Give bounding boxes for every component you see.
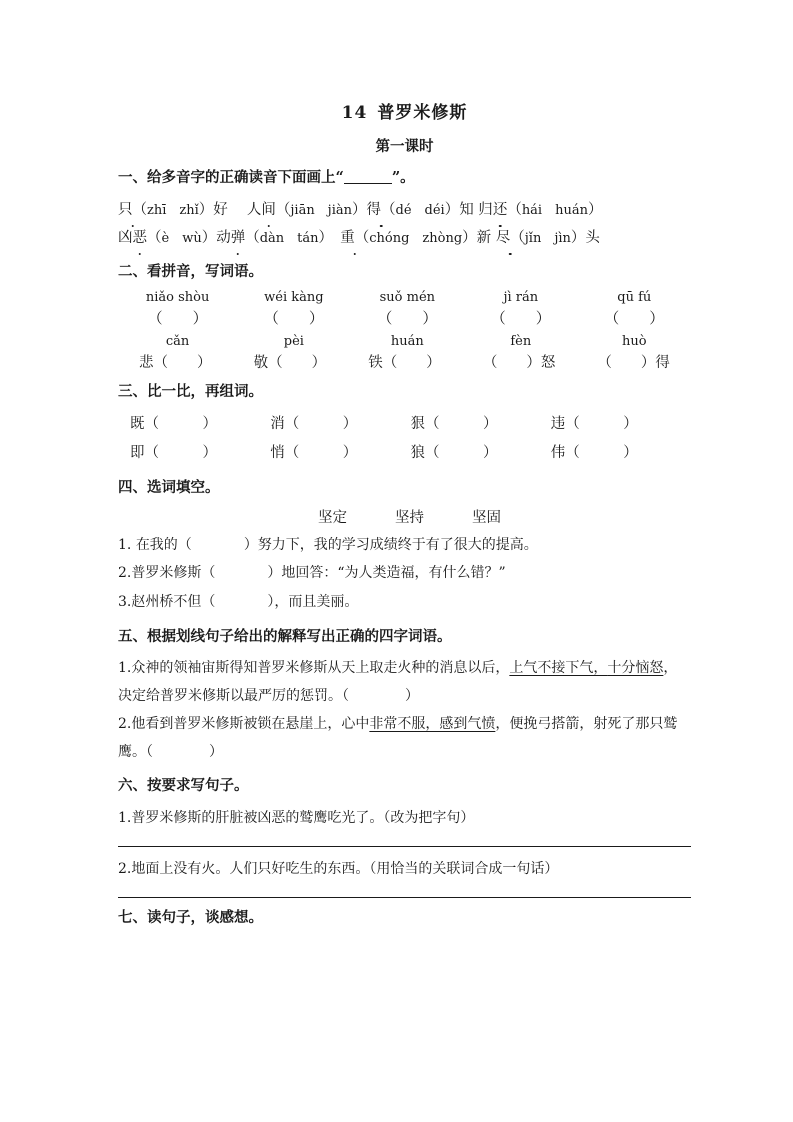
lesson-number: 14: [341, 103, 368, 123]
page-title: [118, 98, 691, 123]
underlined-phrase: 上气不接下气，: [509, 660, 608, 677]
underlined-phrase: 非常不服，感到气愤: [369, 716, 496, 733]
compare-word[interactable]: 伟（ ）: [550, 444, 638, 461]
pinyin-cell: fèn: [510, 334, 532, 350]
answer-bracket[interactable]: 铁（ ）: [368, 355, 441, 372]
pinyin-cell: niǎo shòu: [145, 290, 210, 306]
answer-rule[interactable]: [118, 897, 691, 898]
section-1-row-2: 凶恶（è wù）动弹（dàn tán） 重（chóng zhòng）新 尽（jǐn jìn）头: [118, 224, 691, 252]
section-2-heading: 二、看拼音，写词语。: [118, 263, 263, 281]
word-bank-item[interactable]: 坚持: [395, 509, 424, 526]
lesson-title: 普罗米修斯: [377, 103, 468, 123]
compare-word[interactable]: 既（ ）: [130, 415, 217, 432]
section-6-question-2: 2.地面上没有火。人们只好吃生的东西。（用恰当的关联词合成一句话）: [118, 861, 559, 878]
answer-bracket[interactable]: （ ）: [604, 309, 665, 328]
pinyin-cell: jì rán: [503, 290, 539, 306]
pinyin-cell: pèi: [283, 334, 304, 350]
answer-rule[interactable]: [118, 846, 691, 847]
section-1-row-1: 只（zhī zhǐ）好 人间（jiān jiàn）得（dé déi）知 归还（hái huán）: [118, 196, 691, 224]
pinyin-cell: cǎn: [165, 334, 190, 350]
section-3-heading: 三、比一比，再组词。: [118, 383, 263, 401]
section-6-heading: 六、按要求写句子。: [118, 777, 249, 795]
section-2-bracket-row-1: [118, 307, 691, 328]
section-5-item-2: 2.他看到普罗米修斯被锁在悬崖上，心中非常不服，感到气愤，便挽弓搭箭，射死了那只鹫鹰。（ ）: [118, 716, 678, 761]
pinyin-cell: huò: [621, 334, 647, 350]
section-4-question-3: 3.赵州桥不但（ ），而且美丽。: [118, 593, 359, 610]
compare-word[interactable]: 即（ ）: [130, 444, 217, 461]
answer-blank-inline: [344, 183, 392, 184]
compare-word[interactable]: 违（ ）: [550, 415, 638, 432]
section-5-heading: 五、根据划线句子给出的解释写出正确的四字词语。: [118, 627, 452, 645]
answer-bracket[interactable]: （ ）: [147, 309, 208, 328]
answer-bracket[interactable]: （ ）得: [597, 355, 670, 372]
section-4-question-1: 1. 在我的（ ）努力下，我的学习成绩终于有了很大的提高。: [118, 536, 538, 553]
answer-bracket[interactable]: （ ）: [377, 309, 438, 328]
pinyin-cell: qū fú: [617, 290, 652, 306]
section-4-heading: 四、选词填空。: [118, 478, 220, 496]
underlined-phrase: 十分恼怒: [607, 660, 664, 677]
section-6-question-1: 1.普罗米修斯的肝脏被凶恶的鹫鹰吃光了。（改为把字句）: [118, 810, 475, 827]
section-2-pinyin-row-1: [118, 290, 691, 305]
section-2-pinyin-row-2: [118, 334, 691, 349]
compare-word[interactable]: 狠（ ）: [410, 415, 498, 432]
pinyin-cell: huán: [390, 334, 424, 350]
word-bank: [118, 506, 691, 527]
pinyin-cell: wéi kàng: [264, 290, 324, 306]
pinyin-cell: suǒ mén: [379, 290, 436, 306]
word-bank-item[interactable]: 坚定: [318, 509, 347, 526]
section-3-row-1: [118, 410, 691, 439]
lesson-subtitle: 第一课时: [375, 138, 434, 155]
section-7-heading: 七、读句子，谈感想。: [118, 909, 263, 927]
section-5-item-1: 1.众神的领袖宙斯得知普罗米修斯从天上取走火种的消息以后，上气不接下气，十分恼怒，决定给普罗米修斯以最严厉的惩罚。（ ）: [118, 660, 678, 705]
answer-bracket[interactable]: （ ）: [263, 309, 324, 328]
answer-bracket[interactable]: （ ）: [490, 309, 551, 328]
answer-bracket[interactable]: 悲（ ）: [139, 355, 212, 372]
word-bank-item[interactable]: 坚固: [472, 509, 501, 526]
section-1-heading: 一、给多音字的正确读音下面画上“ ”。: [118, 169, 415, 186]
answer-bracket[interactable]: 敬（ ）: [253, 355, 327, 372]
compare-word[interactable]: 消（ ）: [270, 415, 358, 432]
compare-word[interactable]: 狼（ ）: [410, 444, 498, 461]
section-3-row-2: [118, 439, 691, 468]
answer-bracket[interactable]: （ ）怒: [482, 355, 556, 372]
section-4-question-2: 2.普罗米修斯（ ）地回答：“为人类造福，有什么错？”: [118, 565, 506, 582]
section-2-answer-row-2: [118, 351, 691, 372]
compare-word[interactable]: 悄（ ）: [270, 444, 358, 461]
